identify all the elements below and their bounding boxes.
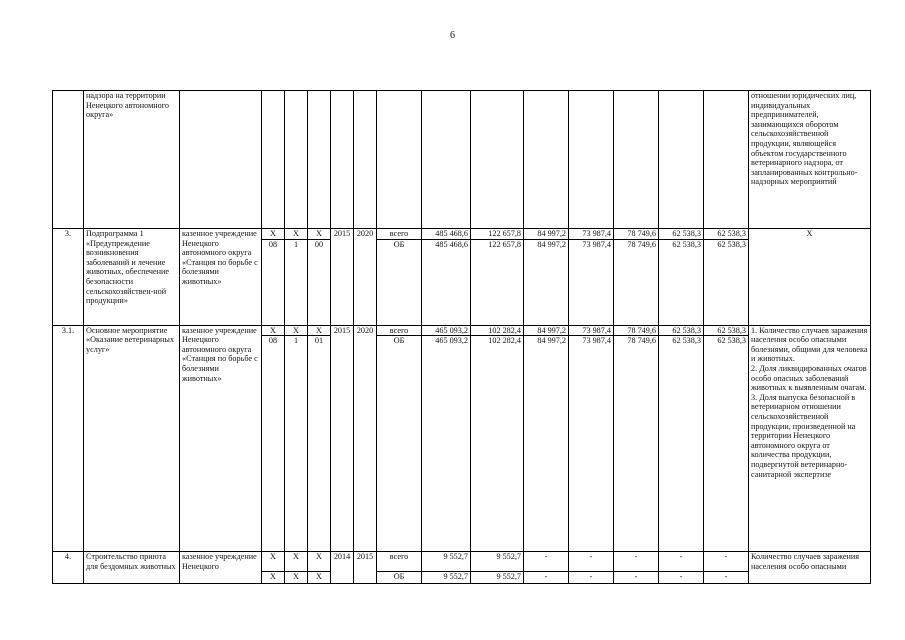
end-year: 2020 xyxy=(354,229,377,326)
value-y1: 9 552,7 xyxy=(471,552,524,572)
row-result: отношении юридических лиц, индивидуальных предпринимателей, занимающихся оборотом сельскохозяйственной продукции, являющейся объектом государственного ветеринарного надзора, от запланированных контрольно-надзорных мероприятий xyxy=(749,91,871,229)
row-result: Количество случаев заражения населения особо опасными xyxy=(749,552,871,584)
value-y4: 78 749,6 xyxy=(614,229,659,240)
value-total: 9 552,7 xyxy=(422,572,471,584)
code-2: X xyxy=(285,572,308,584)
row-name: Основное мероприятие «Оказание ветеринарных услуг» xyxy=(84,325,180,552)
value-y1: 9 552,7 xyxy=(471,572,524,584)
funding-source: ОБ xyxy=(377,239,422,325)
value-y1: 102 282,4 xyxy=(471,325,524,336)
code-1: 08 xyxy=(262,239,285,325)
code-1: X xyxy=(262,552,285,572)
value-y6: 62 538,3 xyxy=(704,336,749,552)
value-y2: - xyxy=(524,572,569,584)
table-row xyxy=(53,91,871,229)
code-1: X xyxy=(262,229,285,240)
value-y3: - xyxy=(569,572,614,584)
value-total: 9 552,7 xyxy=(422,552,471,572)
value-y3: 73 987,4 xyxy=(569,336,614,552)
value-total: 465 093,2 xyxy=(422,336,471,552)
value-y4: 78 749,6 xyxy=(614,336,659,552)
value-total: 465 093,2 xyxy=(422,325,471,336)
value-y5: 62 538,3 xyxy=(659,336,704,552)
funding-source: всего xyxy=(377,325,422,336)
start-year: 2015 xyxy=(331,229,354,326)
code-1: X xyxy=(262,325,285,336)
value-y2: 84 997,2 xyxy=(524,325,569,336)
funding-source: всего xyxy=(377,552,422,572)
row-executor xyxy=(180,91,262,229)
row-executor: казенное учреждение Ненецкого автономного округа «Станция по борьбе с болезнями животных» xyxy=(180,229,262,326)
value-y5: - xyxy=(659,552,704,572)
end-year: 2015 xyxy=(354,552,377,584)
value-total: 485 468,6 xyxy=(422,239,471,325)
value-y3: 73 987,4 xyxy=(569,325,614,336)
row-name: надзора на территории Ненецкого автономного округа» xyxy=(84,91,180,229)
code-2: 1 xyxy=(285,336,308,552)
value-y5: 62 538,3 xyxy=(659,239,704,325)
code-2: X xyxy=(285,552,308,572)
row-number: 4. xyxy=(53,552,84,584)
value-y5: - xyxy=(659,572,704,584)
code-1: 08 xyxy=(262,336,285,552)
code-3: X xyxy=(308,229,331,240)
end-year: 2020 xyxy=(354,325,377,552)
value-y3: - xyxy=(569,552,614,572)
row-result: 1. Количество случаев заражения населения особо опасными болезнями, общими для человека и животных. 2. Доля ликвидированных очагов особо опасных заболеваний животных к выявленным очагам. 3. Доля выпуска безопасной в ветеринарном отношении сельскохозяйственной продукции, произведенной на территории Ненецкого автономного округа от количества продукции, подвергнутой ветеринарно-санитарной экспертизе xyxy=(749,325,871,552)
program-table xyxy=(52,90,871,584)
row-name: Подпрограмма 1 «Предупреждение возникновения заболеваний и лечение животных, обеспечение безопасности сельскохозяйствен-ной продукции» xyxy=(84,229,180,326)
funding-source: ОБ xyxy=(377,572,422,584)
value-y2: 84 997,2 xyxy=(524,239,569,325)
value-y2: - xyxy=(524,552,569,572)
value-y1: 122 657,8 xyxy=(471,239,524,325)
value-y4: - xyxy=(614,572,659,584)
value-y5: 62 538,3 xyxy=(659,229,704,240)
value-total: 485 468,6 xyxy=(422,229,471,240)
value-y6: 62 538,3 xyxy=(704,229,749,240)
table-row xyxy=(53,325,871,336)
value-y1: 122 657,8 xyxy=(471,229,524,240)
row-name: Строительство приюта для бездомных животных xyxy=(84,552,180,584)
code-3: 01 xyxy=(308,336,331,552)
code-2: X xyxy=(285,325,308,336)
start-year: 2015 xyxy=(331,325,354,552)
row-result: X xyxy=(749,229,871,326)
funding-source: всего xyxy=(377,229,422,240)
value-y5: 62 538,3 xyxy=(659,325,704,336)
code-1: X xyxy=(262,572,285,584)
code-3: 00 xyxy=(308,239,331,325)
value-y6: 62 538,3 xyxy=(704,325,749,336)
value-y1: 102 282,4 xyxy=(471,336,524,552)
funding-source: ОБ xyxy=(377,336,422,552)
code-2: X xyxy=(285,229,308,240)
value-y2: 84 997,2 xyxy=(524,229,569,240)
value-y2: 84 997,2 xyxy=(524,336,569,552)
row-executor: казенное учреждение Ненецкого xyxy=(180,552,262,584)
value-y4: - xyxy=(614,552,659,572)
table-row xyxy=(53,552,871,572)
value-y4: 78 749,6 xyxy=(614,325,659,336)
value-y3: 73 987,4 xyxy=(569,239,614,325)
code-3: X xyxy=(308,552,331,572)
table-row xyxy=(53,229,871,240)
row-number: 3.1. xyxy=(53,325,84,552)
value-y6: - xyxy=(704,552,749,572)
value-y6: - xyxy=(704,572,749,584)
page-number: 6 xyxy=(450,30,455,41)
code-2: 1 xyxy=(285,239,308,325)
start-year: 2014 xyxy=(331,552,354,584)
value-y4: 78 749,6 xyxy=(614,239,659,325)
value-y6: 62 538,3 xyxy=(704,239,749,325)
row-number xyxy=(53,91,84,229)
code-3: X xyxy=(308,325,331,336)
row-number: 3. xyxy=(53,229,84,326)
value-y3: 73 987,4 xyxy=(569,229,614,240)
row-executor: казенное учреждение Ненецкого автономного округа «Станция по борьбе с болезнями животных» xyxy=(180,325,262,552)
code-3: X xyxy=(308,572,331,584)
